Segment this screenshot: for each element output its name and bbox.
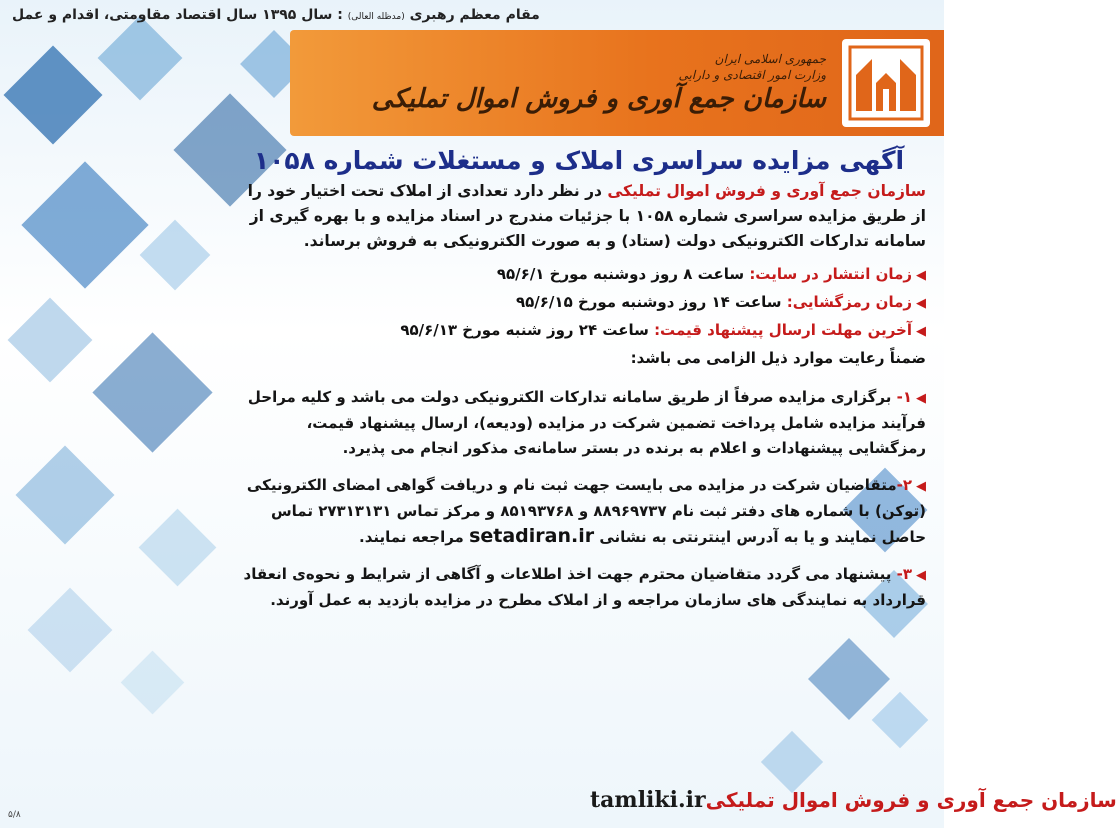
footer-code: ۵/۸ <box>8 810 21 820</box>
date-list <box>232 262 926 344</box>
org-line-ministry: وزارت امور اقتصادی و دارایی <box>678 68 826 82</box>
intro-paragraph <box>232 179 926 254</box>
item-text: متقاضیان شرکت در مزایده می بایست جهت ثبت نام و دریافت گواهی امضای الکترونیکی (توکن) با شماره های دفتر ثبت نام ۸۸۹۶۹۷۳۷ و ۸۵۱۹۳۷۶۸ و مرکز تماس ۲۷۳۱۳۱۳۱ تماس حاصل نمایند و یا به آدرس اینترنتی به نشانی <box>246 476 926 546</box>
org-line-republic: جمهوری اسلامی ایران <box>714 52 826 66</box>
item-number: ۱- <box>896 388 912 406</box>
footer <box>0 772 1117 828</box>
intro-text: در نظر دارد تعدادی از املاک تحت اختیار خود را از طریق مزایده سراسری شماره ۱۰۵۸ با جزئیات مندرج در اسناد مزایده و با بهره گیری از سامانه تدارکات الکترونیکی دولت (ستاد) و به صورت الکترونیکی به فروش برساند. <box>247 182 926 250</box>
date-row-deadline <box>232 318 926 344</box>
date-value: ساعت ۸ روز دوشنبه مورخ ۹۵/۶/۱ <box>496 265 750 283</box>
slogan-prefix: مقام معظم رهبری <box>409 7 540 23</box>
triangle-left-icon: ◀ <box>916 268 926 283</box>
triangle-left-icon: ◀ <box>916 568 926 583</box>
condition-item-1 <box>232 385 926 461</box>
conditions-list <box>232 385 926 613</box>
date-value: ساعت ۲۴ روز شنبه مورخ ۹۵/۶/۱۳ <box>400 321 655 339</box>
item-number: ۳- <box>896 565 912 583</box>
condition-item-3 <box>232 562 926 613</box>
date-label: زمان انتشار در سایت: <box>749 265 912 283</box>
date-row-opening <box>232 290 926 316</box>
slogan-text: : سال ۱۳۹۵ سال اقتصاد مقاومتی، اقدام و عمل <box>12 7 343 23</box>
triangle-left-icon: ◀ <box>916 296 926 311</box>
footer-url-link[interactable]: tamliki.ir <box>590 787 706 813</box>
item-text: برگزاری مزایده صرفاً از طریق سامانه تدارکات الکترونیکی دولت می باشد و کلیه مراحل فرآیند مزایده شامل پرداخت تضمین شرکت در مزایده (ودیعه)، ارسال پیشنهاد قیمت، رمزگشایی پیشنهادات و اعلام به برنده در بستر سامانه‌ی مذکور انجام می پذیرد. <box>247 388 926 457</box>
condition-item-2 <box>232 473 926 550</box>
date-label: زمان رمزگشایی: <box>786 293 912 311</box>
organization-text <box>372 52 826 114</box>
item-text: پیشنهاد می گردد متقاضیان محترم جهت اخذ اطلاعات و آگاهی از شرایط و نحوه‌ی انعقاد قرارداد به نمایندگی های سازمان مراجعه و از املاک مطرح در مزایده بازدید به عمل آورند. <box>243 565 926 609</box>
triangle-left-icon: ◀ <box>916 324 926 339</box>
item-text-after: مراجعه نمایند. <box>359 528 470 546</box>
date-label: آخرین مهلت ارسال پیشنهاد قیمت: <box>654 321 912 339</box>
footer-org-name: سازمان جمع آوری و فروش اموال تملیکی <box>705 788 1117 812</box>
triangle-left-icon: ◀ <box>916 479 926 494</box>
date-value: ساعت ۱۴ روز دوشنبه مورخ ۹۵/۶/۱۵ <box>515 293 787 311</box>
setadiran-link[interactable]: setadiran.ir <box>469 525 595 547</box>
notice-body <box>232 140 926 770</box>
slogan <box>12 7 540 23</box>
org-name: سازمان جمع آوری و فروش اموال تملیکی <box>371 84 826 114</box>
slogan-small: (مدظله العالی) <box>347 12 405 22</box>
item-number: ۲- <box>896 476 912 494</box>
conditions-intro: ضمناً رعایت موارد ذیل الزامی می باشد: <box>630 349 926 367</box>
triangle-left-icon: ◀ <box>916 391 926 406</box>
date-row-publish <box>232 262 926 288</box>
organization-header <box>290 30 944 136</box>
notice-title: آگهی مزایده سراسری املاک و مستغلات شماره ۱۰۵۸ <box>253 146 905 175</box>
organization-logo-icon <box>842 39 930 127</box>
intro-org-name: سازمان جمع آوری و فروش اموال تملیکی <box>607 182 926 200</box>
slogan-strip <box>0 0 944 30</box>
